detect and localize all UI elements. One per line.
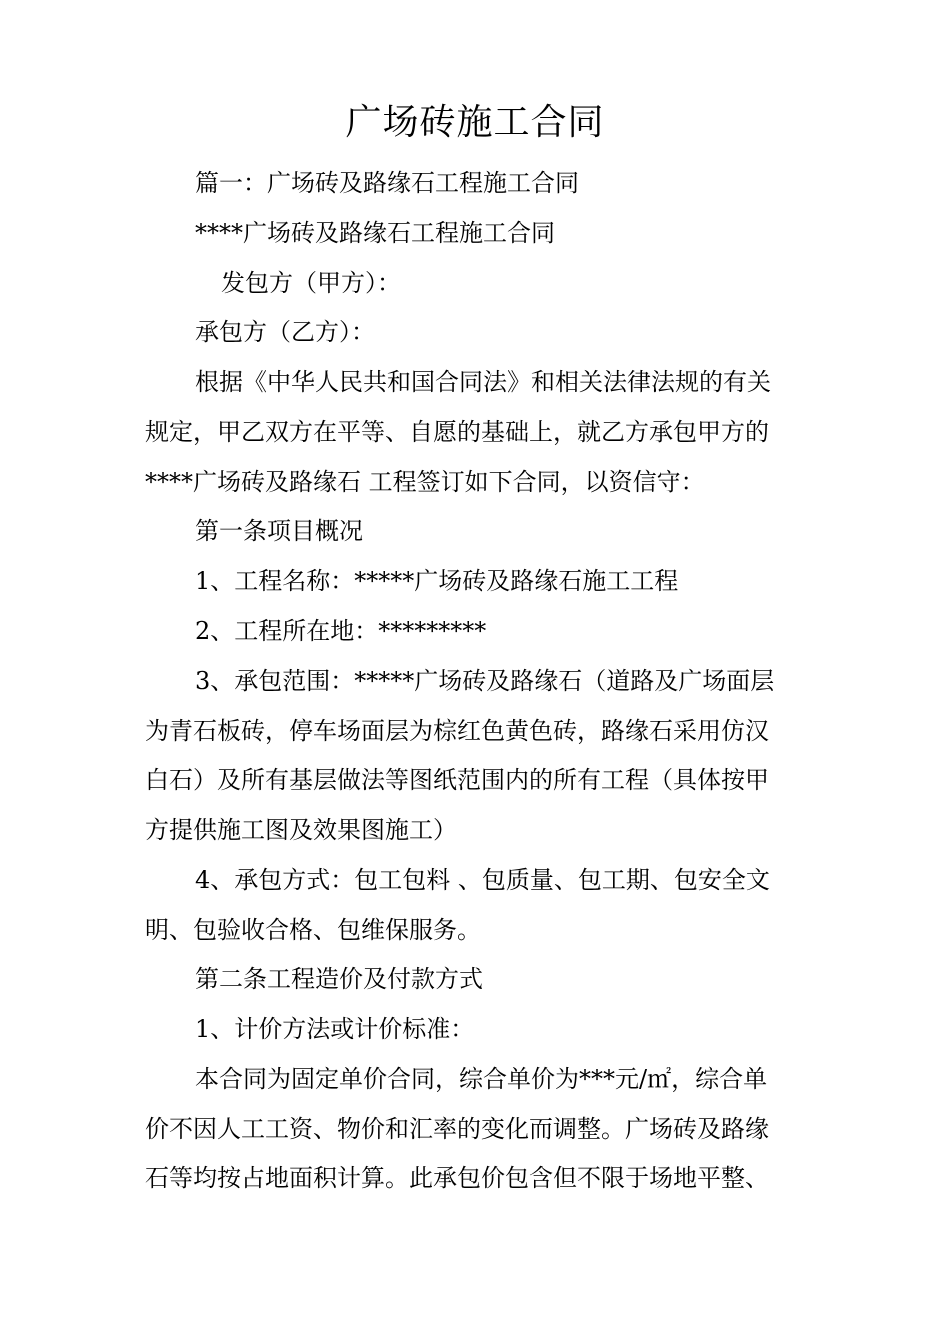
document-title: 广场砖施工合同 (345, 102, 605, 143)
article-heading: 第二条工程造价及付款方式 (195, 965, 483, 993)
party-a-label: 发包方（甲方）： (221, 269, 401, 297)
section-heading: 篇一：广场砖及路缘石工程施工合同 (195, 169, 579, 197)
paragraph-line: 明、包验收合格、包维保服务。 (145, 916, 481, 944)
clause-line: 2、工程所在地：********* (195, 617, 487, 645)
clause-line: 4、承包方式：包工包料 、包质量、包工期、包安全文 (195, 866, 770, 894)
paragraph-line: 方提供施工图及效果图施工） (145, 816, 457, 844)
paragraph-line: ****广场砖及路缘石 工程签订如下合同，以资信守： (145, 468, 705, 496)
contract-name: ****广场砖及路缘石工程施工合同 (195, 219, 555, 247)
clause-line: 3、承包范围：*****广场砖及路缘石（道路及广场面层 (195, 667, 775, 695)
paragraph-line: 白石）及所有基层做法等图纸范围内的所有工程（具体按甲 (145, 766, 769, 794)
paragraph-line: 为青石板砖，停车场面层为棕红色黄色砖，路缘石采用仿汉 (145, 717, 769, 745)
paragraph-line: 本合同为固定单价合同，综合单价为***元/㎡，综合单 (195, 1065, 768, 1093)
party-b-label: 承包方（乙方）： (195, 318, 375, 346)
clause-line: 1、工程名称：*****广场砖及路缘石施工工程 (195, 567, 679, 595)
paragraph-line: 规定，甲乙双方在平等、自愿的基础上，就乙方承包甲方的 (145, 418, 769, 446)
paragraph-line: 根据《中华人民共和国合同法》和相关法律法规的有关 (195, 368, 771, 396)
clause-line: 1、计价方法或计价标准： (195, 1015, 475, 1043)
paragraph-line: 价不因人工工资、物价和汇率的变化而调整。广场砖及路缘 (145, 1115, 769, 1143)
article-heading: 第一条项目概况 (195, 517, 363, 545)
paragraph-line: 石等均按占地面积计算。此承包价包含但不限于场地平整、 (145, 1164, 769, 1192)
